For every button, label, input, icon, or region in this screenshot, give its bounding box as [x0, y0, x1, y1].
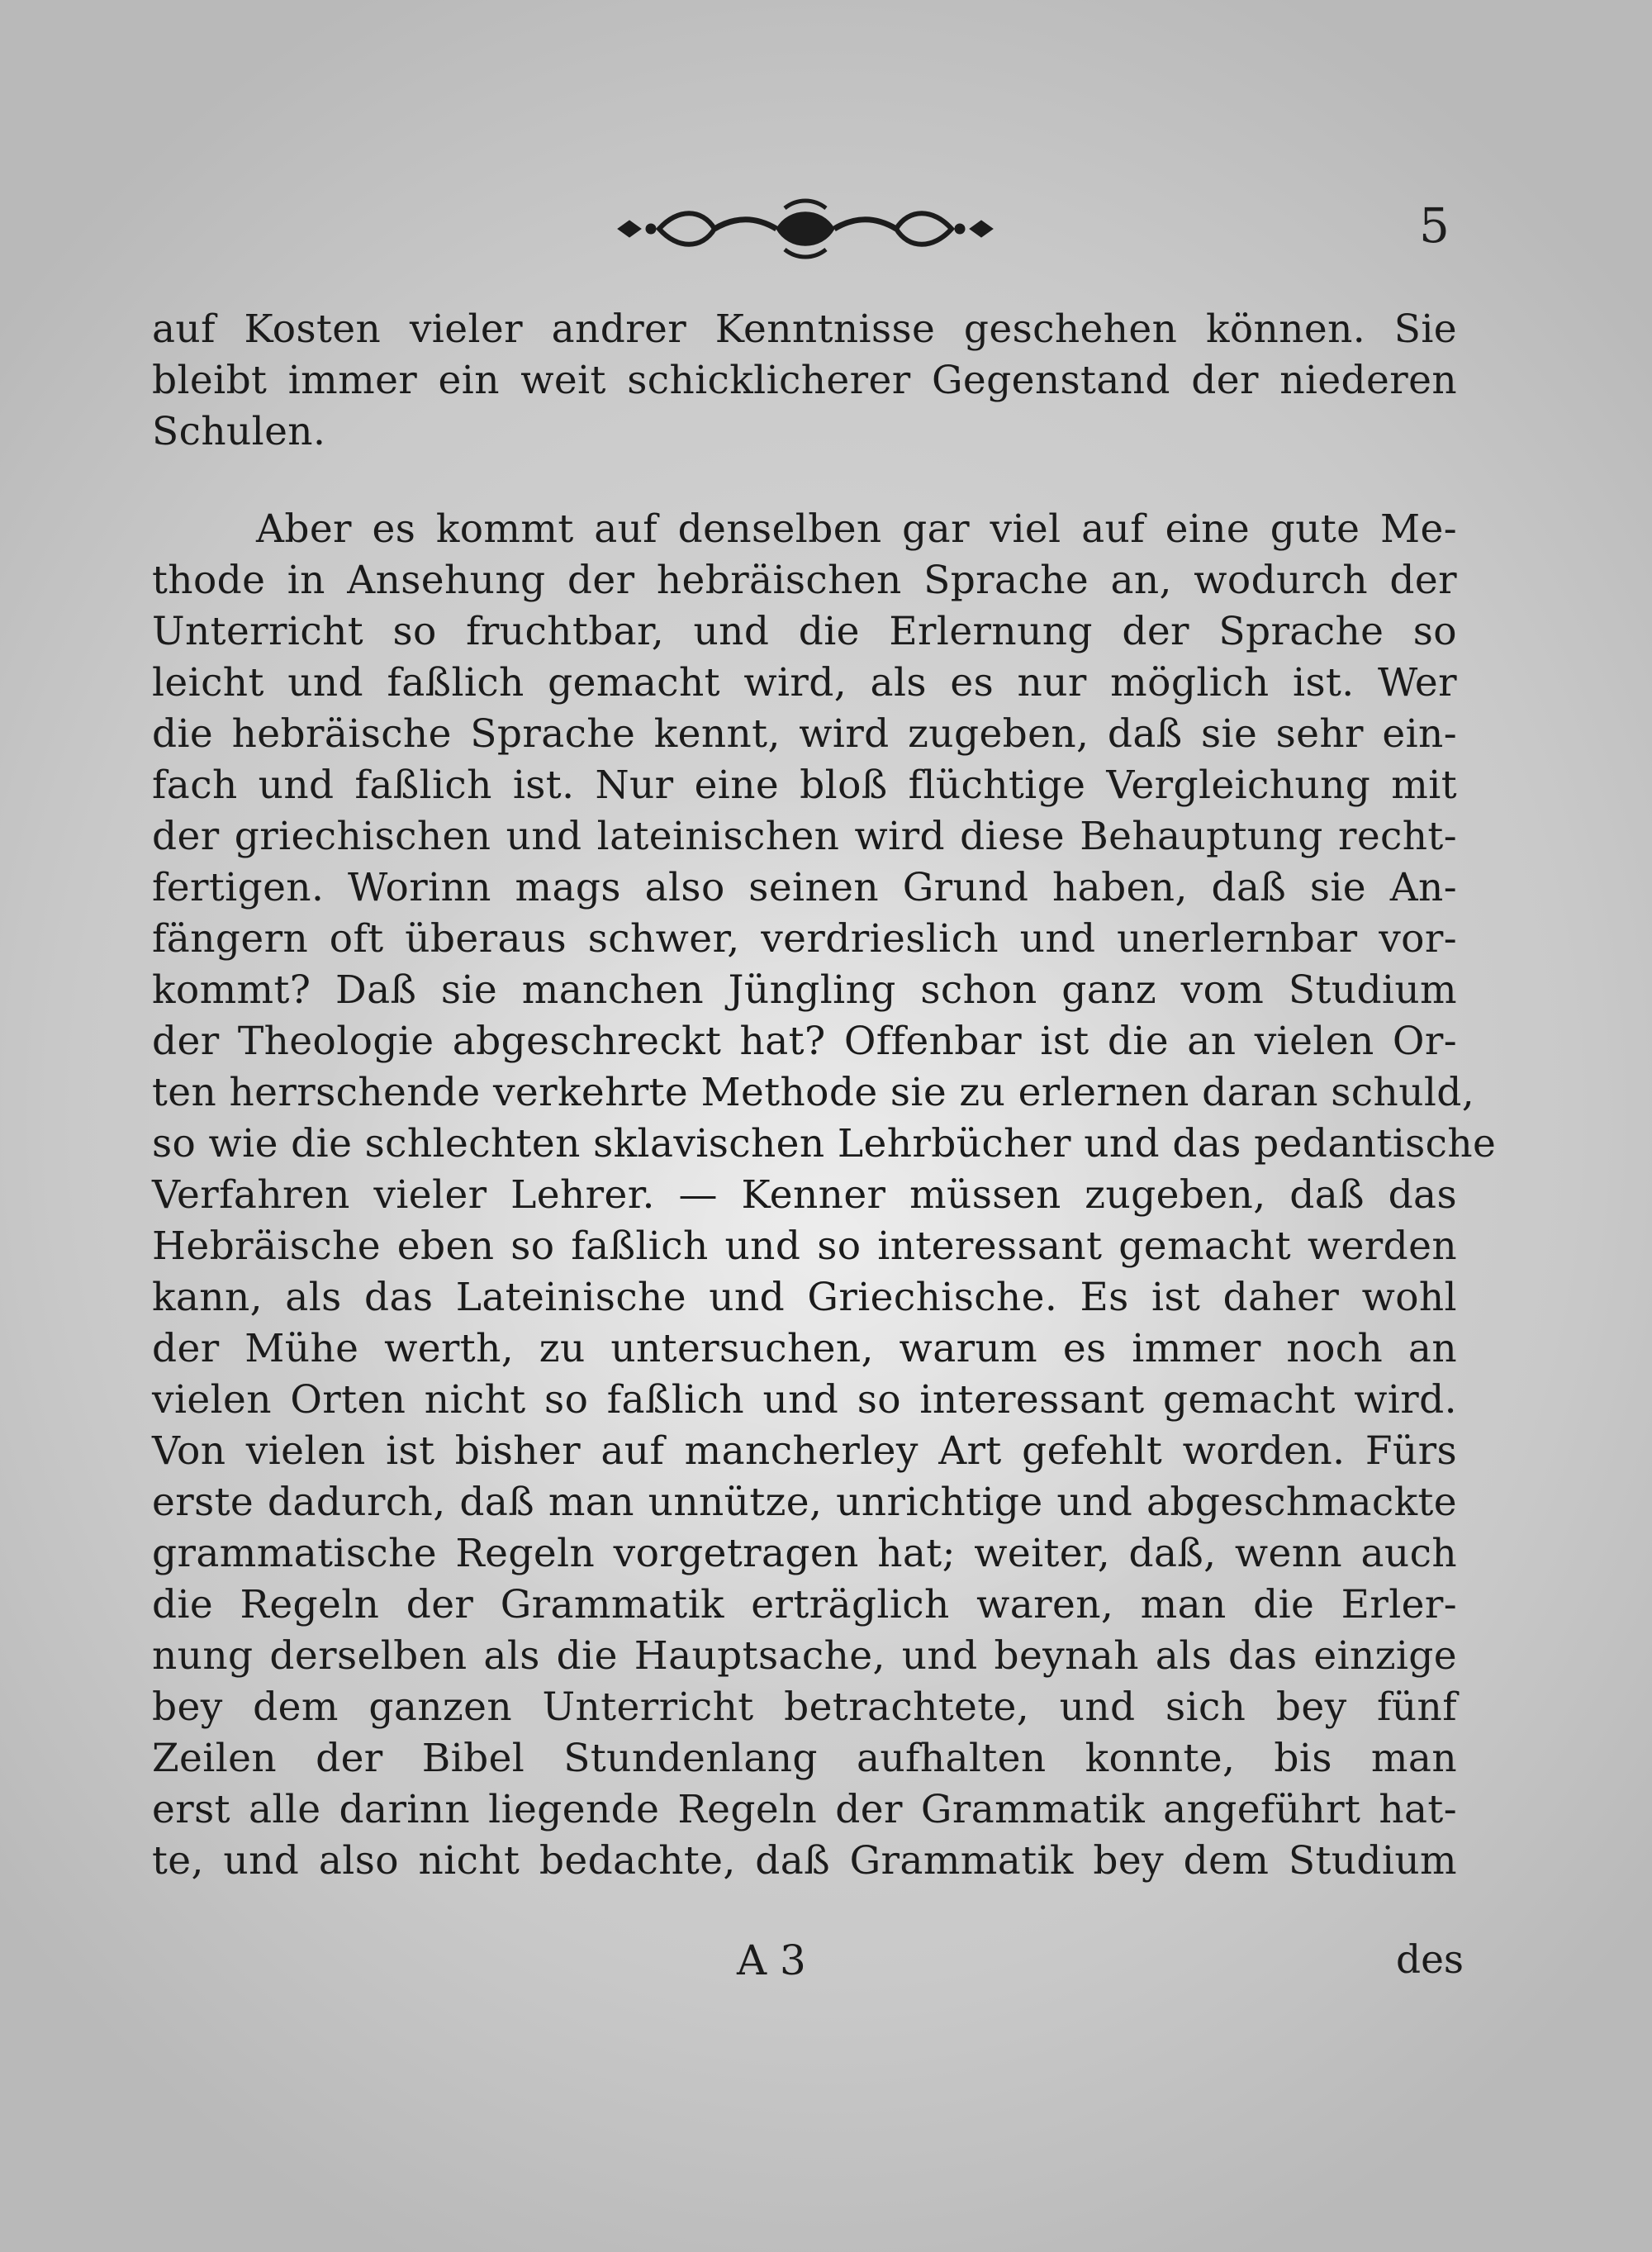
text-line: erst alle darinn liegende Regeln der Grammatik angeführt hat-: [152, 1787, 1457, 1832]
text-line: auf Kosten vieler andrer Kenntnisse geschehen können. Sie: [152, 306, 1457, 352]
text-line: die hebräische Sprache kennt, wird zugeben, daß sie sehr ein-: [152, 711, 1457, 757]
text-line: Verfahren vieler Lehrer. — Kenner müssen zugeben, daß das: [152, 1172, 1457, 1218]
text-line: leicht und faßlich gemacht wird, als es nur möglich ist. Wer: [152, 660, 1457, 706]
text-line: der Mühe werth, zu untersuchen, warum es immer noch an: [152, 1326, 1457, 1371]
catchword: des: [1396, 1937, 1464, 1983]
text-line: Schulen.: [152, 409, 326, 454]
paragraph-2: [152, 504, 1497, 1887]
text-line: der Theologie abgeschreckt hat? Offenbar ist die an vielen Or-: [152, 1019, 1457, 1064]
text-line: thode in Ansehung der hebräischen Sprache an, wodurch der: [152, 558, 1457, 603]
page-number: 5: [1419, 197, 1450, 254]
text-line: fängern oft überaus schwer, verdrieslich und unerlernbar vor-: [152, 916, 1457, 962]
text-line: te, und also nicht bedachte, daß Grammatik bey dem Studium: [152, 1838, 1457, 1884]
page-footer: [0, 1931, 1652, 1989]
text-line: Aber es kommt auf denselben gar viel auf eine gute Me-: [256, 506, 1457, 552]
text-line: vielen Orten nicht so faßlich und so interessant gemacht wird.: [152, 1377, 1457, 1423]
text-line: kommt? Daß sie manchen Jüngling schon ganz vom Studium: [152, 967, 1457, 1013]
text-line: Zeilen der Bibel Stundenlang aufhalten konnte, bis man: [152, 1736, 1457, 1781]
text-line: fertigen. Worinn mags also seinen Grund haben, daß sie An-: [152, 865, 1457, 910]
text-line: bleibt immer ein weit schicklicherer Gegenstand der niederen: [152, 358, 1457, 403]
text-line: Unterricht so fruchtbar, und die Erlernung der Sprache so: [152, 609, 1457, 654]
text-line: so wie die schlechten sklavischen Lehrbücher und das pedantische: [152, 1121, 1497, 1166]
text-line: Hebräische eben so faßlich und so interessant gemacht werden: [152, 1223, 1457, 1269]
text-line: grammatische Regeln vorgetragen hat; weiter, daß, wenn auch: [152, 1531, 1457, 1576]
text-line: bey dem ganzen Unterricht betrachtete, und sich bey fünf: [152, 1684, 1457, 1730]
text-line: der griechischen und lateinischen wird diese Behauptung recht-: [152, 814, 1457, 859]
body-text: [152, 304, 1497, 1887]
text-line: fach und faßlich ist. Nur eine bloß flüchtige Vergleichung mit: [152, 763, 1457, 808]
text-line: kann, als das Lateinische und Griechische. Es ist daher wohl: [152, 1275, 1457, 1320]
text-line: die Regeln der Grammatik erträglich waren, man die Erler-: [152, 1582, 1457, 1627]
signature-mark: A 3: [737, 1936, 806, 1984]
text-line: nung derselben als die Hauptsache, und beynah als das einzige: [152, 1633, 1457, 1679]
text-line: ten herrschende verkehrte Methode sie zu erlernen daran schuld,: [152, 1070, 1475, 1115]
text-line: erste dadurch, daß man unnütze, unrichtige und abgeschmackte: [152, 1480, 1457, 1525]
paragraph-1: [152, 304, 1457, 458]
text-line: Von vielen ist bisher auf mancherley Art gefehlt worden. Fürs: [152, 1428, 1457, 1474]
decorative-headpiece-icon: [611, 192, 999, 266]
